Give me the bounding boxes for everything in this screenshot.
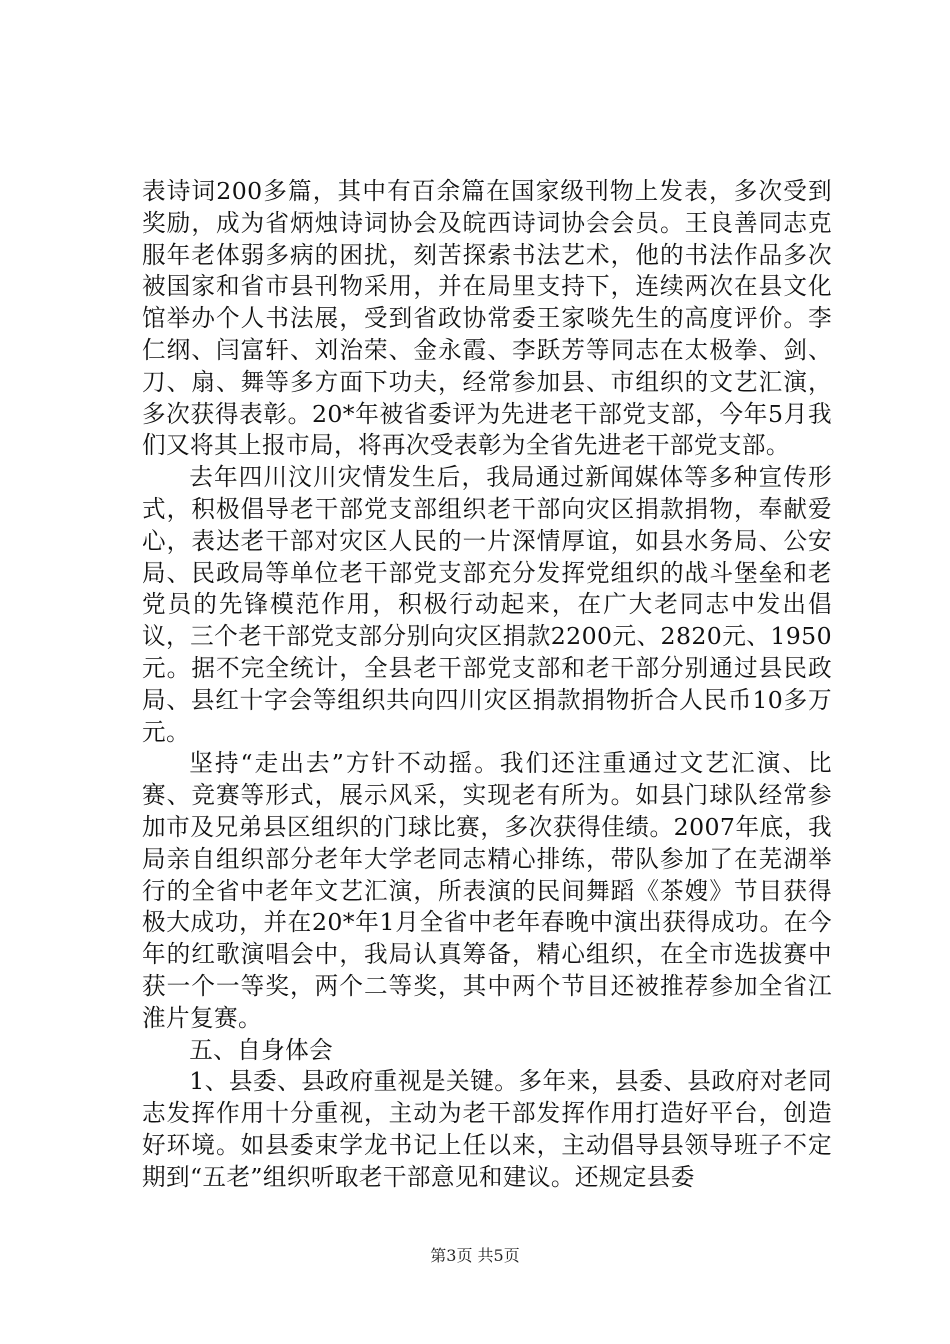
paragraph-2: 去年四川汶川灾情发生后，我局通过新闻媒体等多种宣传形式，积极倡导老干部党支部组织老干部向灾区捐款捐物，奉献爱心，表达老干部对灾区人民的一片深情厚谊，如县水务局、公安局、民政局等单位老干部党支部充分发挥党组织的战斗堡垒和老党员的先锋模范作用，积极行动起来，在广大老同志中发出倡议，三个老干部党支部分别向灾区捐款2200元、2820元、1950元。据不完全统计，全县老干部党支部和老干部分别通过县民政局、县红十字会等组织共向四川灾区捐款捐物折合人民币10多万元。 [142,463,832,746]
page-number-footer: 第3页 共5页 [430,1246,520,1265]
section-heading: 五、自身体会 [189,1035,334,1064]
document-body [142,176,832,1194]
paragraph-3: 坚持“走出去”方针不动摇。我们还注重通过文艺汇演、比赛、竞赛等形式，展示风采，实现老有所为。如县门球队经常参加市及兄弟县区组织的门球比赛，多次获得佳绩。2007年底，我局亲自组织部分老年大学老同志精心排练，带队参加了在芜湖举行的全省中老年文艺汇演，所表演的民间舞蹈《茶嫂》节目获得极大成功，并在20*年1月全省中老年春晚中演出获得成功。在今年的红歌演唱会中，我局认真筹备，精心组织，在全市选拔赛中获一个一等奖，两个二等奖，其中两个节目还被推荐参加全省江淮片复赛。 [142,749,832,1032]
paragraph-4: 1、县委、县政府重视是关键。多年来，县委、县政府对老同志发挥作用十分重视，主动为老干部发挥作用打造好平台，创造好环境。如县委束学龙书记上任以来，主动倡导县领导班子不定期到“五老”组织听取老干部意见和建议。还规定县委 [142,1067,832,1191]
paragraph-1: 表诗词200多篇，其中有百余篇在国家级刊物上发表，多次受到奖励，成为省炳烛诗词协会及皖西诗词协会会员。王良善同志克服年老体弱多病的困扰，刻苦探索书法艺术，他的书法作品多次被国家和省市县刊物采用，并在局里支持下，连续两次在县文化馆举办个人书法展，受到省政协常委王家啖先生的高度评价。李仁纲、闫富轩、刘治荣、金永霞、李跃芳等同志在太极拳、剑、刀、扇、舞等多方面下功夫，经常参加县、市组织的文艺汇演，多次获得表彰。20*年被省委评为先进老干部党支部，今年5月我们又将其上报市局，将再次受表彰为全省先进老干部党支部。 [142,177,832,460]
